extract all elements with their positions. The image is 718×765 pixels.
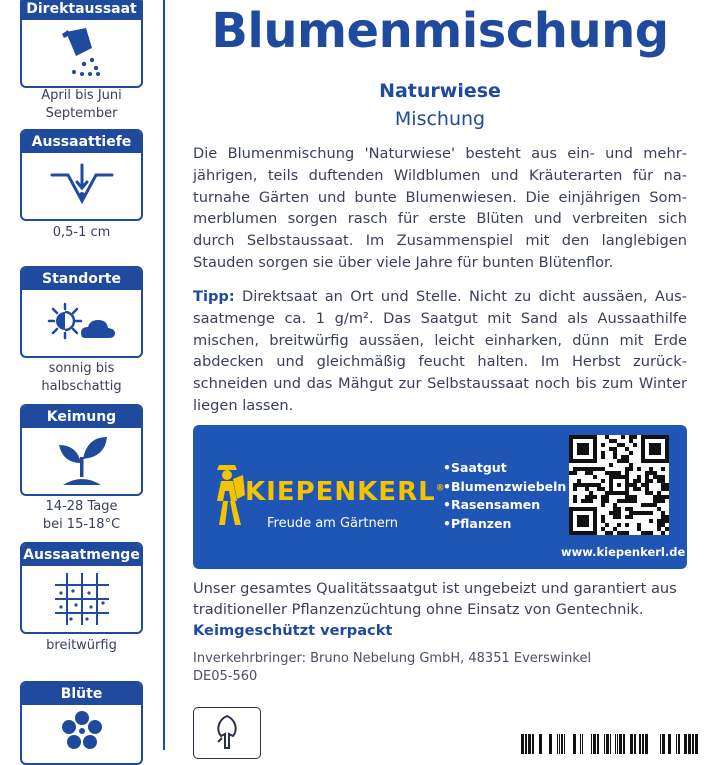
tile-label: Direktaussaat	[22, 0, 141, 20]
brand-banner	[193, 425, 687, 569]
seedling-icon	[55, 433, 109, 489]
info-sidebar	[0, 0, 165, 750]
tile-aussaattiefe	[20, 129, 143, 221]
brand-slogan: Freude am Gärtnern	[267, 516, 399, 531]
flower-icon	[60, 709, 104, 753]
tile-label: Keimung	[22, 406, 141, 428]
seed-pouring-icon	[52, 26, 112, 80]
kiepenkerl-figure-icon	[211, 461, 247, 529]
caption-aussaatmenge: breitwürfig	[46, 638, 117, 653]
product-title: Blumenmischung	[211, 3, 669, 59]
barcode	[512, 734, 708, 754]
list-item: • Saatgut	[443, 459, 566, 478]
grid-scatter-icon	[51, 571, 113, 627]
list-item: • Pflanzen	[443, 515, 566, 534]
caption-standorte: sonnig bis halbschattig	[41, 361, 122, 394]
distributor-info: Inverkehrbringer: Bruno Nebelung GmbH, 48351 Everswinkel	[193, 651, 592, 666]
tile-label: Aussaattiefe	[22, 131, 141, 153]
fsc-logo	[193, 707, 261, 759]
tile-bluete	[20, 681, 143, 765]
product-name: Naturwiese	[379, 80, 501, 102]
tile-keimung	[20, 404, 143, 496]
tip-paragraph	[193, 286, 687, 417]
tile-label: Standorte	[22, 268, 141, 290]
product-category-list	[443, 459, 566, 533]
list-item: • Blumenzwiebeln	[443, 478, 566, 497]
organic-code: DE05-560	[193, 669, 258, 684]
caption-aussaattiefe: 0,5-1 cm	[52, 225, 111, 240]
list-item: • Rasensamen	[443, 496, 566, 515]
sun-cloud-icon	[47, 300, 117, 346]
packaging-note: Keimgeschützt verpackt	[193, 622, 393, 639]
tile-standorte	[20, 266, 143, 358]
qr-code[interactable]	[569, 435, 669, 535]
tile-label: Aussaatmenge	[22, 544, 141, 566]
caption-keimung: 14-28 Tage bei 15-18°C	[42, 499, 121, 532]
tile-aussaatmenge	[20, 542, 143, 634]
tip-label: Tipp:	[193, 288, 235, 305]
caption-direktaussaat: April bis Juni September	[41, 88, 122, 121]
website-url[interactable]: www.kiepenkerl.de	[561, 545, 686, 559]
tip-text: Direktsaat an Ort und Stelle. Nicht zu dicht aussäen, Aussaatmenge ca. 1 g/m². Das Saatgut mit Sand als Aussaathilfe mischen, breitwürfig aussäen, leicht einharken, dünn mit Erde abdecken und gleichmäßig feucht halten. Im Herbst zurückschneiden und das Mähgut zur Selbstaussaat noch bis zum Winter liegen lassen.	[193, 288, 687, 414]
quality-statement: Unser gesamtes Qualitätssaatgut ist ungebeizt und garantiert aus traditioneller Pflanzenzüchtung ohne Einsatz von Gentechnik.	[193, 580, 677, 618]
tile-direktaussaat	[20, 0, 143, 88]
description-paragraph: Die Blumenmischung 'Naturwiese' besteht aus ein- und mehrjährigen, teils duftenden Wildblumen und Kräuterarten für naturnahe Gärten und bunte Blumenwiesen. Die einjährigen Sommerblumen sorgen rasch für erste Blüten und verbreiten sich durch Selbstaussaat. Im Zusammenspiel mit den langlebigen Stauden sorgen sie über viele Jahre für bunten Blütenflor.	[193, 145, 687, 271]
product-type: Mischung	[394, 108, 486, 130]
fsc-tree-icon	[194, 708, 260, 758]
tile-label: Blüte	[22, 683, 141, 705]
sowing-depth-icon	[50, 161, 114, 211]
brand-logo: KIEPENKERL®	[245, 477, 446, 507]
